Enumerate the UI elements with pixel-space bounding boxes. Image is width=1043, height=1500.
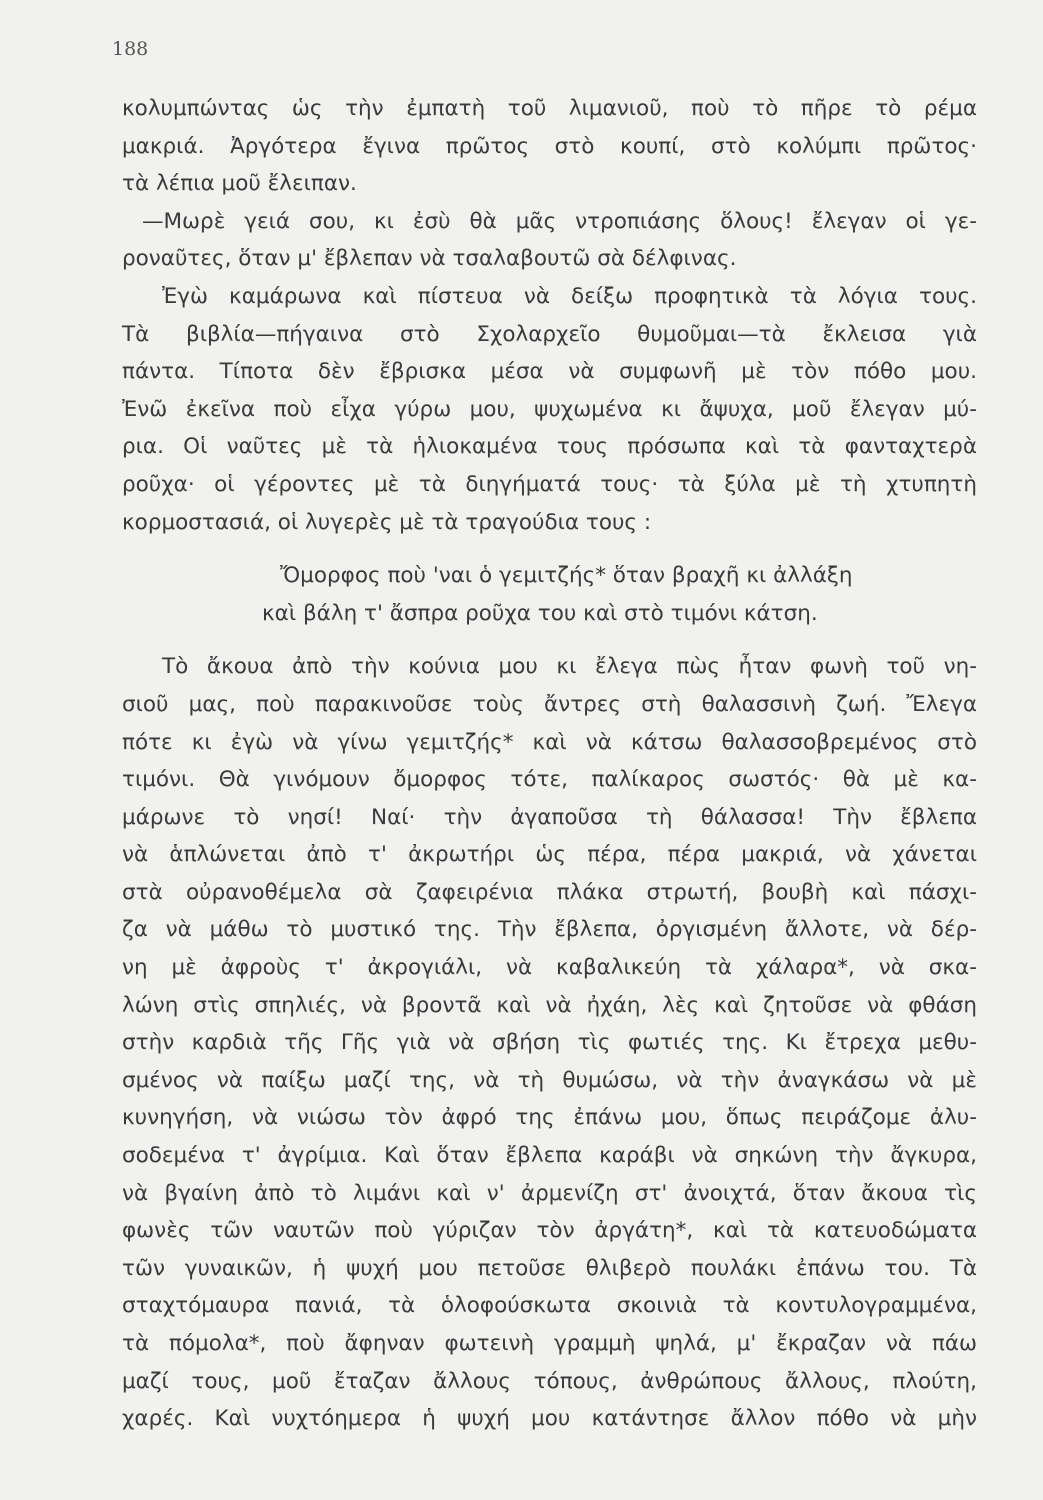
- text-line: πότε κι ἐγὼ νὰ γίνω γεμιτζής* καὶ νὰ κάτσω θαλασσοβρεμένος στὸ: [122, 729, 977, 755]
- page-number: 188: [112, 38, 149, 60]
- text-line: πάντα. Τίποτα δὲν ἔβρισκα μέσα νὰ συμφωνῆ μὲ τὸν πόθο μου.: [122, 359, 977, 385]
- text-line: —Μωρὲ γειά σου, κι ἐσὺ θὰ μᾶς ντροπιάσης ὅλους! ἔλεγαν οἱ γε-: [142, 208, 977, 234]
- text-line: στὴν καρδιὰ τῆς Γῆς γιὰ νὰ σβήση τὶς φωτιές της. Κι ἔτρεχα μεθυ-: [122, 1030, 977, 1056]
- stanza-gap: [122, 541, 977, 557]
- text-line: τὰ πόμολα*, ποὺ ἄφηναν φωτεινὴ γραμμὴ ψηλά, μ' ἔκραζαν νὰ πάω: [122, 1331, 977, 1356]
- text-line: σταχτόμαυρα πανιά, τὰ ὁλοφούσκωτα σκοινιὰ τὰ κοντυλογραμμένα,: [122, 1293, 977, 1319]
- text-line: λώνη στὶς σπηλιές, νὰ βροντᾶ καὶ νὰ ἠχάη, λὲς καὶ ζητοῦσε νὰ φθάση: [122, 992, 977, 1018]
- text-line: νὰ ἁπλώνεται ἀπὸ τ' ἀκρωτήρι ὡς πέρα, πέρα μακριά, νὰ χάνεται: [122, 842, 977, 868]
- text-line: κυνηγήση, νὰ νιώσω τὸν ἀφρό της ἐπάνω μου, ὅπως πειράζομε ἀλυ-: [122, 1105, 977, 1131]
- text-line: Ἐγὼ καμάρωνα καὶ πίστευα νὰ δείξω προφητικὰ τὰ λόγια τους.: [162, 283, 977, 309]
- text-line: ροναῦτες, ὅταν μ' ἔβλεπαν νὰ τσαλαβουτῶ σὰ δέλφινας.: [122, 246, 737, 272]
- text-line: μακριά. Ἀργότερα ἔγινα πρῶτος στὸ κουπί, στὸ κολύμπι πρῶτος·: [122, 133, 977, 159]
- stanza-gap: [122, 632, 977, 648]
- text-line: σμένος νὰ παίξω μαζί της, νὰ τὴ θυμώσω, νὰ τὴν ἀναγκάσω νὰ μὲ: [122, 1067, 977, 1093]
- text-line: ρια. Οἱ ναῦτες μὲ τὰ ἡλιοκαμένα τους πρόσωπα καὶ τὰ φανταχτερὰ: [122, 434, 977, 460]
- text-line: Ἐνῶ ἐκεῖνα ποὺ εἶχα γύρω μου, ψυχωμένα κι ἄψυχα, μοῦ ἔλεγαν μύ-: [122, 396, 977, 422]
- verse-line: καὶ βάλη τ' ἄσπρα ροῦχα του καὶ στὸ τιμόνι κάτση.: [262, 600, 818, 626]
- text-line: τιμόνι. Θὰ γινόμουν ὄμορφος τότε, παλίκαρος σωστός· θὰ μὲ κα-: [122, 767, 977, 793]
- text-line: Τὸ ἄκουα ἀπὸ τὴν κούνια μου κι ἔλεγα πὼς ἦταν φωνὴ τοῦ νη-: [162, 654, 977, 680]
- text-line: μαζί τους, μοῦ ἔταζαν ἄλλους τόπους, ἀνθρώπους ἄλλους, πλούτη,: [122, 1368, 977, 1394]
- text-line: χαρές. Καὶ νυχτόημερα ἡ ψυχή μου κατάντησε ἄλλον πόθο νὰ μὴν: [122, 1406, 977, 1432]
- text-line: μάρωνε τὸ νησί! Ναί· τὴν ἀγαποῦσα τὴ θάλασσα! Τὴν ἔβλεπα: [122, 804, 977, 830]
- text-line: σοδεμένα τ' ἀγρίμια. Καὶ ὅταν ἔβλεπα καράβι νὰ σηκώνη τὴν ἄγκυρα,: [122, 1143, 977, 1169]
- text-line: σιοῦ μας, ποὺ παρακινοῦσε τοὺς ἄντρες στὴ θαλασσινὴ ζωή. Ἔλεγα: [122, 691, 977, 717]
- text-line: κορμοστασιά, οἱ λυγερὲς μὲ τὰ τραγούδια τους :: [122, 509, 652, 535]
- text-line: Τὰ βιβλία—πήγαινα στὸ Σχολαρχεῖο θυμοῦμαι—τὰ ἔκλεισα γιὰ: [122, 321, 977, 347]
- body-text: [122, 90, 977, 1438]
- text-line: κολυμπώντας ὡς τὴν ἐμπατὴ τοῦ λιμανιοῦ, ποὺ τὸ πῆρε τὸ ρέμα: [122, 96, 977, 121]
- text-line: ζα νὰ μάθω τὸ μυστικό της. Τὴν ἔβλεπα, ὀργισμένη ἄλλοτε, νὰ δέρ-: [122, 917, 977, 943]
- text-line: φωνὲς τῶν ναυτῶν ποὺ γύριζαν τὸν ἀργάτη*, καὶ τὰ κατευοδώματα: [122, 1218, 977, 1244]
- text-line: τὰ λέπια μοῦ ἔλειπαν.: [122, 171, 357, 197]
- text-line: τῶν γυναικῶν, ἡ ψυχή μου πετοῦσε θλιβερὸ πουλάκι ἐπάνω του. Τὰ: [122, 1255, 977, 1281]
- text-line: ροῦχα· οἱ γέροντες μὲ τὰ διηγήματά τους· τὰ ξύλα μὲ τὴ χτυπητὴ: [122, 471, 977, 497]
- text-line: νὰ βγαίνη ἀπὸ τὸ λιμάνι καὶ ν' ἀρμενίζη στ' ἀνοιχτά, ὅταν ἄκουα τὶς: [122, 1180, 977, 1206]
- verse-line: Ὄμορφος ποὺ 'ναι ὁ γεμιτζής* ὅταν βραχῆ κι ἀλλάξη: [280, 563, 853, 589]
- text-line: στὰ οὐρανοθέμελα σὰ ζαφειρένια πλάκα στρωτή, βουβὴ καὶ πάσχι-: [122, 879, 977, 905]
- text-line: νη μὲ ἀφροὺς τ' ἀκρογιάλι, νὰ καβαλικεύη τὰ χάλαρα*, νὰ σκα-: [122, 955, 977, 981]
